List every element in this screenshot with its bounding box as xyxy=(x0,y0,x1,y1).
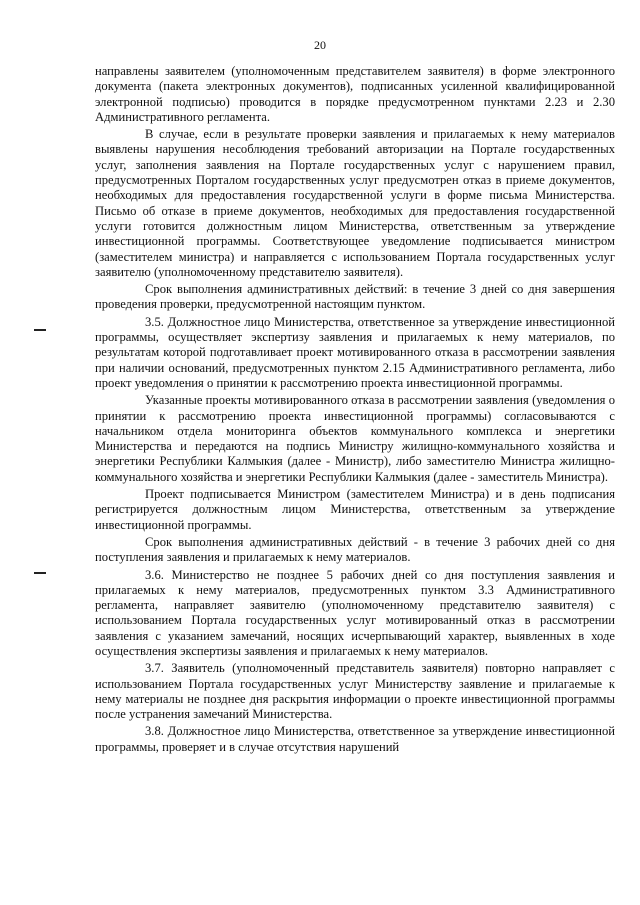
paragraph: Указанные проекты мотивированного отказа в рассмотрении заявления (уведомления о принятии к рассмотрению проекта инвестиционной программы) согласовываются с начальником отдела мониторинга объектов коммунального комплекса и энергетики Министерства и передаются на подпись Министру жилищно-коммунального хозяйства и энергетики Республики Калмыкия (далее - Министр), либо заместителю Министра жилищно-коммунального хозяйства и энергетики Республики Калмыкия (далее - заместитель Министра). xyxy=(95,393,615,484)
paragraph: 3.5. Должностное лицо Министерства, ответственное за утверждение инвестиционной программы, осуществляет экспертизу заявления и прилагаемых к нему материалов, по результатам которой подготавливает проект мотивированного отказа в рассмотрении заявления при наличии оснований, предусмотренных пунктом 2.15 Административного регламента, либо проект уведомления о принятии к рассмотрению проекта инвестиционной программы. xyxy=(95,314,615,390)
page-number: 20 xyxy=(314,38,326,52)
document-body xyxy=(95,64,615,755)
paragraph: 3.6. Министерство не позднее 5 рабочих дней со дня поступления заявления и прилагаемых к нему материалов, предусмотренных пунктом 3.3 Административного регламента, направляет заявителю (уполномоченному представителю заявителя) с использованием Портала государственных услуг мотивированный отказ в рассмотрении заявления с указанием замечаний, носящих исчерпывающий характер, выявленных в ходе осуществления экспертизы заявления и прилагаемых к нему материалов. xyxy=(95,567,615,658)
margin-mark xyxy=(34,329,46,331)
paragraph: направлены заявителем (уполномоченным представителем заявителя) в форме электронного документа (пакета электронных документов), подписанных усиленной квалифицированной электронной подписью) проводится в порядке предусмотренном пунктами 2.23 и 2.30 Административного регламента. xyxy=(95,64,615,124)
margin-mark xyxy=(34,572,46,574)
paragraph: В случае, если в результате проверки заявления и прилагаемых к нему материалов выявлены нарушения несоблюдения требований авторизации на Портале государственных услуг, заполнения заявления на Портале государственных услуг с нарушением правил, предусмотренных Порталом государственных услуг предусмотрен отказ в приеме документов, необходимых для предоставления государственной услуги в форме письма Министерства. Письмо об отказе в приеме документов, необходимых для предоставления государственной услуги готовится должностным лицом Министерства, ответственным за утверждение инвестиционной программы. Соответствующее уведомление подписывается министром (заместителем министра) и направляется с использованием Портала государственных услуг заявителю (уполномоченному представителю заявителя). xyxy=(95,127,615,279)
paragraph: Проект подписывается Министром (заместителем Министра) и в день подписания регистрируется должностным лицом Министерства, ответственным за утверждение инвестиционной программы. xyxy=(95,487,615,532)
paragraph: Срок выполнения административных действий: в течение 3 дней со дня завершения проведения проверки, предусмотренной настоящим пунктом. xyxy=(95,282,615,312)
paragraph: 3.7. Заявитель (уполномоченный представитель заявителя) повторно направляет с использованием Портала государственных услуг Министерству заявление и прилагаемые к нему материалы не позднее дня раскрытия информации о проекте инвестиционной программы после устранения замечаний Министерства. xyxy=(95,661,615,722)
paragraph: 3.8. Должностное лицо Министерства, ответственное за утверждение инвестиционной программы, проверяет и в случае отсутствия нарушений xyxy=(95,724,615,754)
paragraph: Срок выполнения административных действий - в течение 3 рабочих дней со дня поступления заявления и прилагаемых к нему материалов. xyxy=(95,534,615,565)
